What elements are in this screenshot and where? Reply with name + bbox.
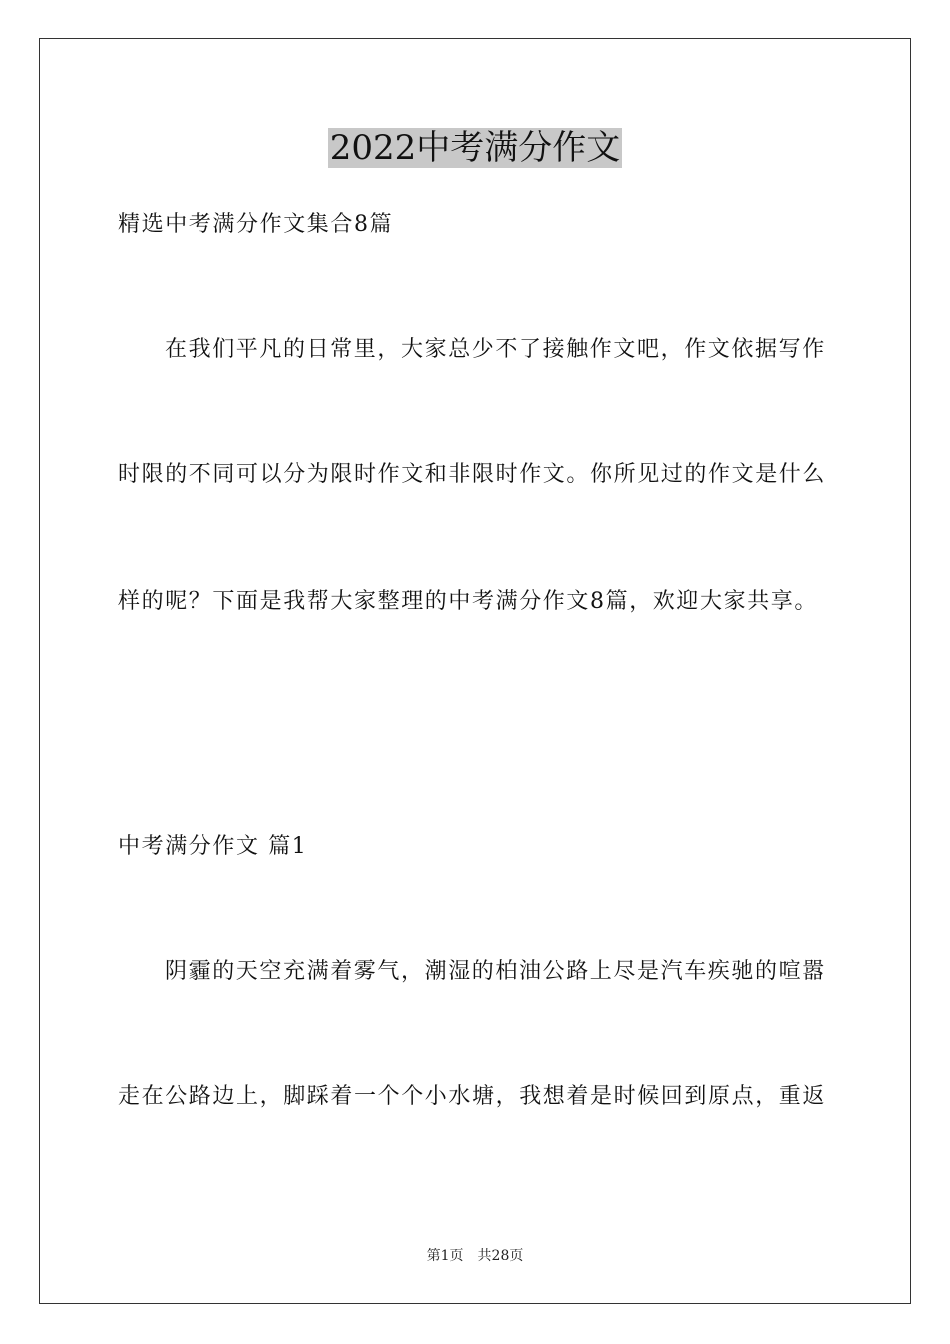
intro-line-3: 样的呢？下面是我帮大家整理的中考满分作文8篇，欢迎大家共享。 [118,589,818,614]
page-footer [0,1246,950,1266]
page-total: 共28页 [477,1248,524,1264]
document-title [0,126,950,170]
document-subtitle: 精选中考满分作文集合8篇 [118,212,394,237]
page-number: 第1页 [426,1248,464,1264]
intro-line-1: 在我们平凡的日常里，大家总少不了接触作文吧，作文依据写作 [165,337,826,362]
section-line-1: 阴霾的天空充满着雾气，潮湿的柏油公路上尽是汽车疾驰的喧嚣 [165,959,826,984]
section-line-2: 走在公路边上，脚踩着一个个小水塘，我想着是时候回到原点，重返 [118,1084,827,1109]
intro-line-2: 时限的不同可以分为限时作文和非限时作文。你所见过的作文是什么 [118,462,827,487]
section-heading: 中考满分作文 篇1 [118,834,308,859]
document-title-text: 2022中考满分作文 [329,128,621,168]
